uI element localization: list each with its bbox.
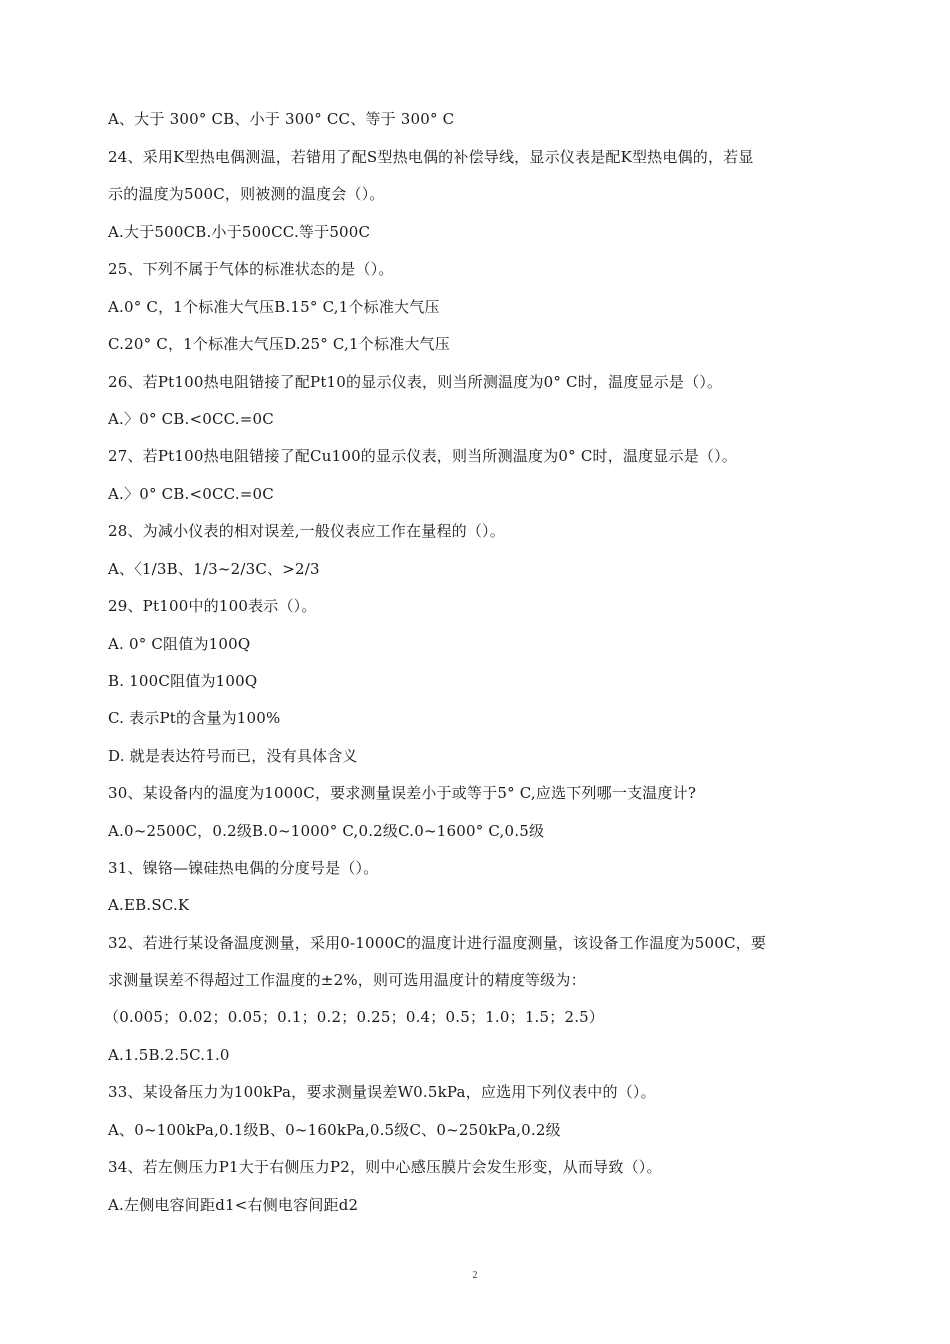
question-27: 27、若Pt100热电阻错接了配Cu100的显示仪表，则当所测温度为0° C时，温度显示是（）。 — [108, 447, 737, 465]
options-25-cd: C.20° C，1个标准大气压D.25° C,1个标准大气压 — [108, 335, 450, 353]
options-27: A.〉0° CB.<0CC.=0C — [108, 485, 274, 503]
option-34-a: A.左侧电容间距d1<右侧电容间距d2 — [108, 1196, 359, 1214]
page-number: 2 — [472, 1270, 478, 1281]
options-32: A.1.5B.2.5C.1.0 — [108, 1046, 230, 1064]
question-24: 24、采用K型热电偶测温，若错用了配S型热电偶的补偿导线，显示仪表是配K型热电偶的，若显 — [108, 148, 754, 166]
options-26: A.〉0° CB.<0CC.=0C — [108, 410, 274, 428]
options-30: A.0~2500C，0.2级B.0~1000° C,0.2级C.0~1600° C,0.5级 — [108, 822, 545, 840]
question-28: 28、为减小仪表的相对误差,一般仪表应工作在量程的（）。 — [108, 522, 505, 540]
options-31: A.EB.SC.K — [108, 896, 190, 914]
option-29-c: C. 表示Pt的含量为100% — [108, 709, 281, 727]
question-32-grades: （0.005；0.02；0.05；0.1；0.2；0.25；0.4；0.5；1.0；1.5；2.5） — [104, 1008, 605, 1026]
option-29-d: D. 就是表达符号而已，没有具体含义 — [108, 747, 358, 765]
option-line-23: A、大于 300° CB、小于 300° CC、等于 300° C — [108, 110, 455, 128]
question-25: 25、下列不属于气体的标准状态的是（）。 — [108, 260, 394, 278]
options-33: A、0~100kPa,0.1级B、0~160kPa,0.5级C、0~250kPa,0.2级 — [108, 1121, 561, 1139]
options-28: A、〈1/3B、1/3~2/3C、>2/3 — [108, 560, 320, 578]
option-29-b: B. 100C阻值为100Q — [108, 672, 258, 690]
question-26: 26、若Pt100热电阻错接了配Pt10的显示仪表，则当所测温度为0° C时，温度显示是（）。 — [108, 373, 723, 391]
options-24: A.大于500CB.小于500CC.等于500C — [108, 223, 371, 241]
question-32-cont: 求测量误差不得超过工作温度的±2%，则可选用温度计的精度等级为： — [108, 971, 586, 989]
question-34: 34、若左侧压力P1大于右侧压力P2，则中心感压膜片会发生形变，从而导致（）。 — [108, 1158, 662, 1176]
question-24-cont: 示的温度为500C，则被测的温度会（）。 — [108, 185, 385, 203]
question-30: 30、某设备内的温度为1000C，要求测量误差小于或等于5° C,应选下列哪一支温度计? — [108, 784, 697, 802]
question-29: 29、Pt100中的100表示（）。 — [108, 597, 317, 615]
question-32: 32、若进行某设备温度测量，采用0-1000C的温度计进行温度测量，该设备工作温度为500C，要 — [108, 934, 767, 952]
question-33: 33、某设备压力为100kPa，要求测量误差W0.5kPa，应选用下列仪表中的（）。 — [108, 1083, 656, 1101]
option-29-a: A. 0° C阻值为100Q — [108, 635, 251, 653]
question-31: 31、镍铬—镍硅热电偶的分度号是（）。 — [108, 859, 379, 877]
options-25-ab: A.0° C，1个标准大气压B.15° C,1个标准大气压 — [108, 298, 440, 316]
